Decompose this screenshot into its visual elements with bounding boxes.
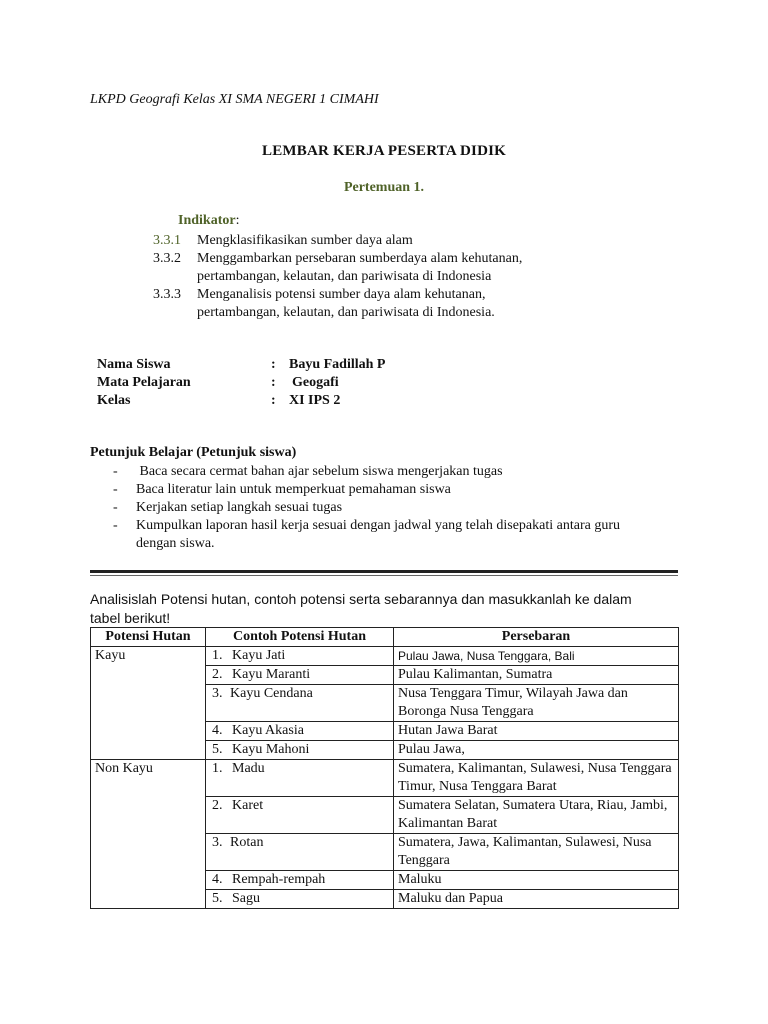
divider-thick xyxy=(90,570,678,573)
row-number: 1. xyxy=(212,761,223,776)
row-number: 2. xyxy=(212,667,223,682)
indikator-text-line: Menganalisis potensi sumber daya alam kehutanan, xyxy=(197,287,486,302)
dash: - xyxy=(113,464,118,479)
row-number: 2. xyxy=(212,798,223,813)
list-item-text: Baca secara cermat bahan ajar sebelum siswa mengerjakan tugas xyxy=(136,464,503,479)
example-text: Kayu Akasia xyxy=(232,723,304,738)
example-text: Kayu Maranti xyxy=(232,667,311,682)
subject-row xyxy=(97,374,385,392)
list-item-text-line: dengan siswa. xyxy=(136,536,215,551)
class-row xyxy=(97,392,385,410)
indikator-heading xyxy=(178,213,239,229)
list-item xyxy=(113,517,673,553)
example-cell xyxy=(206,722,394,741)
colon: : xyxy=(271,375,276,390)
indikator-text-line: Menggambarkan persebaran sumberdaya alam kehutanan, xyxy=(197,251,523,266)
example-cell xyxy=(206,647,394,666)
row-number: 5. xyxy=(212,891,223,906)
row-number: 3. xyxy=(212,835,223,850)
student-name-row xyxy=(97,356,385,374)
table-row xyxy=(91,647,679,666)
spread-cell: Sumatera, Jawa, Kalimantan, Sulawesi, Nusa Tenggara xyxy=(394,834,679,871)
indikator-item xyxy=(153,250,713,286)
colon: : xyxy=(271,357,276,372)
example-cell xyxy=(206,890,394,909)
example-cell xyxy=(206,760,394,797)
spread-cell: Pulau Jawa, Nusa Tenggara, Bali xyxy=(394,647,679,666)
row-number: 4. xyxy=(212,723,223,738)
list-item-text: Baca literatur lain untuk memperkuat pemahaman siswa xyxy=(136,482,451,497)
petunjuk-list xyxy=(113,463,673,553)
list-item xyxy=(113,463,673,481)
indikator-text xyxy=(197,286,713,322)
indikator-number: 3.3.1 xyxy=(153,233,181,248)
example-text: Sagu xyxy=(232,891,260,906)
indikator-number: 3.3.2 xyxy=(153,251,181,266)
list-item xyxy=(113,481,673,499)
spread-cell: Pulau Jawa, xyxy=(394,741,679,760)
spread-cell: Maluku xyxy=(394,871,679,890)
category-cell: Non Kayu xyxy=(91,760,206,909)
list-item-text: Kerjakan setiap langkah sesuai tugas xyxy=(136,500,343,515)
indikator-colon: : xyxy=(235,213,240,228)
row-number: 1. xyxy=(212,648,223,663)
divider-thin xyxy=(90,575,678,576)
row-number: 3. xyxy=(212,686,223,701)
indikator-item xyxy=(153,232,713,250)
student-name-label: Nama Siswa xyxy=(97,357,171,372)
document-header: LKPD Geografi Kelas XI SMA NEGERI 1 CIMAHI xyxy=(90,92,379,107)
list-item-text xyxy=(136,517,673,553)
indikator-text-line: pertambangan, kelautan, dan pariwisata di Indonesia. xyxy=(197,305,495,320)
petunjuk-title: Petunjuk Belajar (Petunjuk siswa) xyxy=(90,445,297,460)
spread-cell: Hutan Jawa Barat xyxy=(394,722,679,741)
column-header: Persebaran xyxy=(394,628,679,647)
table-header-row xyxy=(91,628,679,647)
example-cell xyxy=(206,797,394,834)
dash: - xyxy=(113,518,118,533)
spread-cell: Sumatera Selatan, Sumatera Utara, Riau, Jambi, Kalimantan Barat xyxy=(394,797,679,834)
dash: - xyxy=(113,500,118,515)
document-title: LEMBAR KERJA PESERTA DIDIK xyxy=(261,143,507,159)
student-info xyxy=(97,356,385,410)
spread-cell: Sumatera, Kalimantan, Sulawesi, Nusa Tenggara Timur, Nusa Tenggara Barat xyxy=(394,760,679,797)
indikator-list xyxy=(153,232,713,322)
meeting-label: Pertemuan 1. xyxy=(343,180,425,195)
indikator-text: Mengklasifikasikan sumber daya alam xyxy=(197,233,413,248)
example-cell xyxy=(206,871,394,890)
category-cell: Kayu xyxy=(91,647,206,760)
student-name-value: Bayu Fadillah P xyxy=(289,357,386,372)
example-cell xyxy=(206,834,394,871)
spread-cell: Maluku dan Papua xyxy=(394,890,679,909)
column-header: Potensi Hutan xyxy=(91,628,206,647)
example-text: Rotan xyxy=(230,835,264,850)
example-cell xyxy=(206,741,394,760)
table-row xyxy=(91,760,679,797)
subject-value: Geogafi xyxy=(292,375,339,390)
class-value: XI IPS 2 xyxy=(289,393,341,408)
list-item-text-line: Kumpulkan laporan hasil kerja sesuai dengan jadwal yang telah disepakati antara guru xyxy=(136,518,620,533)
subject-label: Mata Pelajaran xyxy=(97,375,191,390)
example-text: Kayu Mahoni xyxy=(232,742,310,757)
indikator-number: 3.3.3 xyxy=(153,287,181,302)
column-header: Contoh Potensi Hutan xyxy=(206,628,394,647)
colon: : xyxy=(271,393,276,408)
spread-cell: Pulau Kalimantan, Sumatra xyxy=(394,666,679,685)
indikator-text-line: pertambangan, kelautan, dan pariwisata di Indonesia xyxy=(197,269,492,284)
example-cell xyxy=(206,685,394,722)
example-text: Kayu Jati xyxy=(232,648,286,663)
forest-potential-table xyxy=(90,627,679,909)
example-text: Madu xyxy=(232,761,265,776)
indikator-text xyxy=(197,250,713,286)
list-item xyxy=(113,499,673,517)
row-number: 5. xyxy=(212,742,223,757)
indikator-label: Indikator xyxy=(178,213,236,228)
task-instruction: Analisislah Potensi hutan, contoh potensi serta sebarannya dan masukkanlah ke dalam tabel berikut! xyxy=(90,591,632,626)
example-text: Kayu Cendana xyxy=(230,686,313,701)
example-text: Rempah-rempah xyxy=(232,872,326,887)
spread-cell: Nusa Tenggara Timur, Wilayah Jawa dan Boronga Nusa Tenggara xyxy=(394,685,679,722)
example-text: Karet xyxy=(232,798,264,813)
dash: - xyxy=(113,482,118,497)
indikator-item xyxy=(153,286,713,322)
row-number: 4. xyxy=(212,872,223,887)
example-cell xyxy=(206,666,394,685)
class-label: Kelas xyxy=(97,393,131,408)
